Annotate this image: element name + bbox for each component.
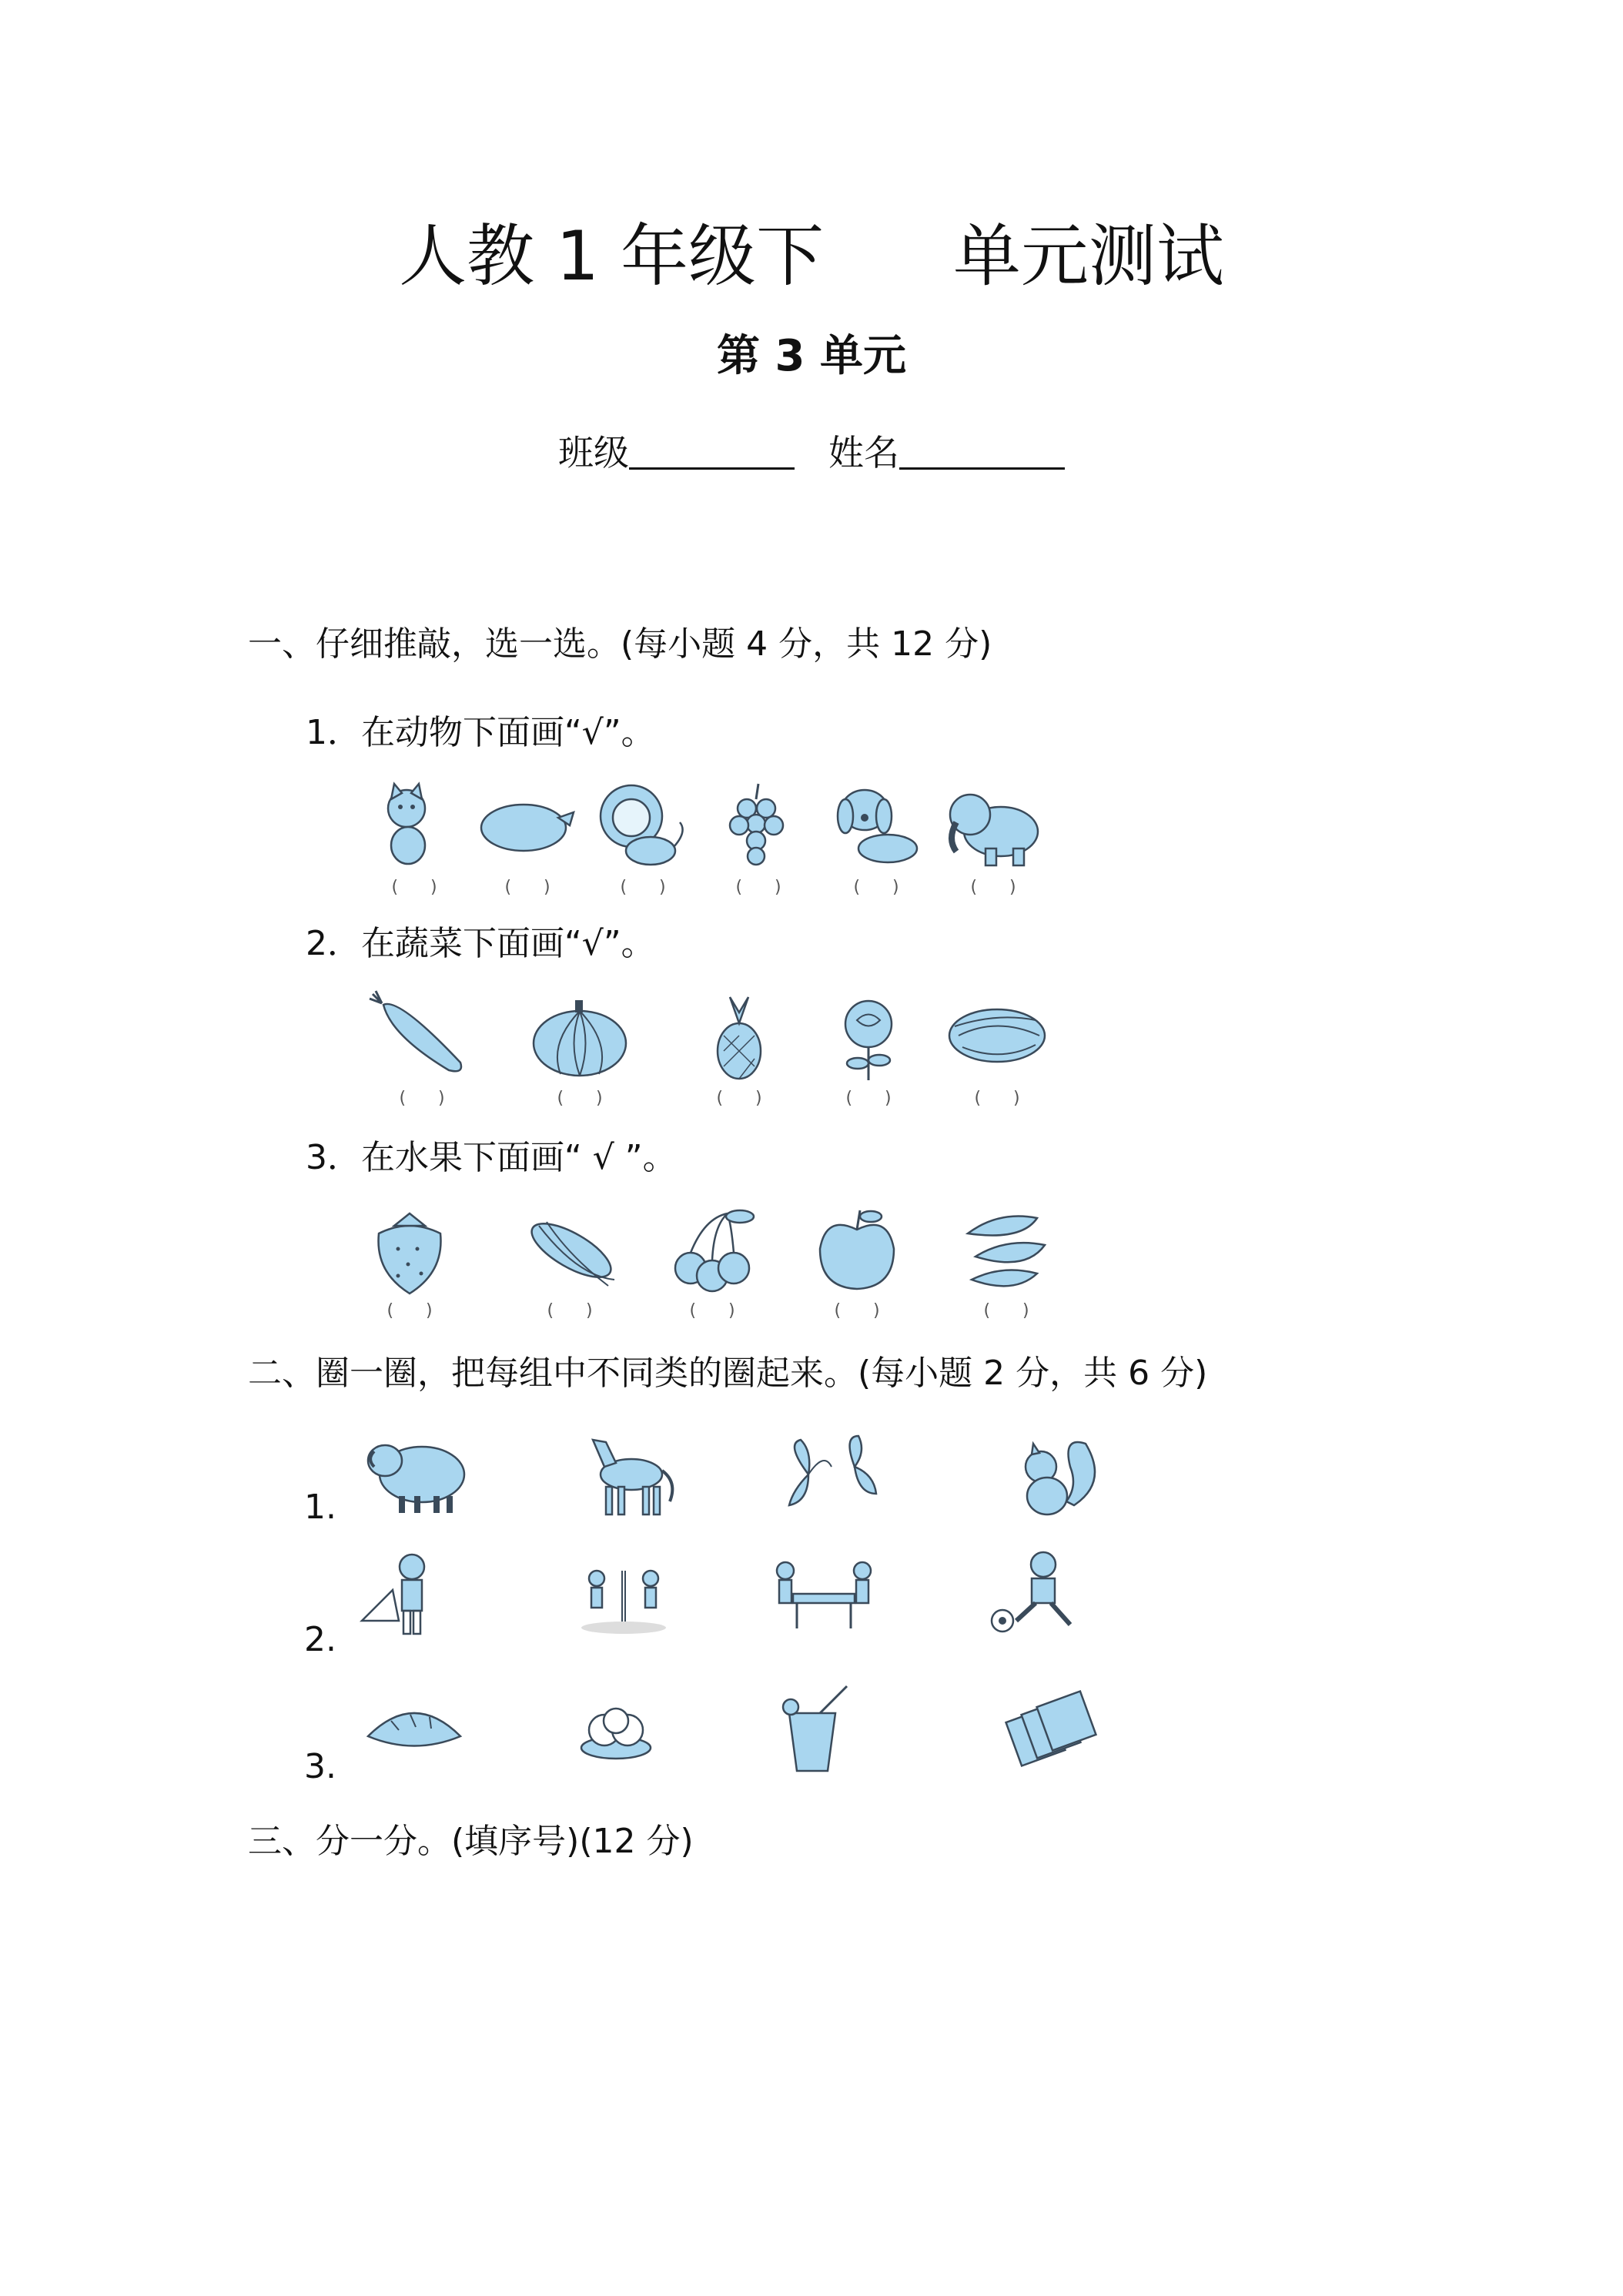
group-number: 2. <box>304 1620 336 1659</box>
apple-icon <box>803 1203 911 1295</box>
unit-subtitle: 第 3 单元 <box>717 331 906 381</box>
answer-paren[interactable]: ( ) <box>689 1301 735 1320</box>
group-number: 3. <box>304 1747 336 1786</box>
table-tennis-icon[interactable] <box>770 1548 878 1640</box>
eggplant-icon <box>474 778 581 870</box>
lion-icon <box>589 778 697 870</box>
carrot-icon <box>368 989 476 1082</box>
name-blank[interactable] <box>899 427 1065 470</box>
section3-heading: 三、分一分。(填序号)(12 分) <box>248 1822 694 1861</box>
sheep-icon[interactable] <box>360 1428 468 1521</box>
answer-paren[interactable]: ( ) <box>853 878 899 897</box>
pumpkin-icon <box>526 989 634 1082</box>
juice-icon[interactable] <box>758 1682 866 1775</box>
group-number: 1. <box>304 1488 336 1527</box>
toast-icon[interactable] <box>997 1682 1105 1775</box>
soccer-boy-icon[interactable] <box>986 1548 1093 1640</box>
cherries-icon <box>658 1203 766 1295</box>
buns-icon[interactable] <box>562 1682 670 1775</box>
grapes-icon <box>704 778 812 870</box>
q2-text: 2．在蔬菜下面画“√”。 <box>306 924 655 963</box>
elephant-icon <box>939 778 1047 870</box>
cat-icon <box>360 778 468 870</box>
answer-paren[interactable]: ( ) <box>716 1089 762 1108</box>
peas-icon <box>952 1203 1060 1295</box>
answer-paren[interactable]: ( ) <box>974 1089 1020 1108</box>
dog-icon <box>822 778 930 870</box>
answer-paren[interactable]: ( ) <box>834 1301 880 1320</box>
answer-paren[interactable]: ( ) <box>620 878 666 897</box>
answer-paren[interactable]: ( ) <box>557 1089 603 1108</box>
rose-icon <box>815 989 922 1082</box>
boy-drawing-icon[interactable] <box>354 1548 462 1640</box>
q3-text: 3．在水果下面画“ √ ”。 <box>306 1138 677 1177</box>
answer-paren[interactable]: ( ) <box>970 878 1016 897</box>
badminton-icon[interactable] <box>570 1548 678 1640</box>
answer-paren[interactable]: ( ) <box>504 878 550 897</box>
answer-paren[interactable]: ( ) <box>735 878 781 897</box>
page-title: 人教 1 年级下 单元测试 <box>399 216 1224 296</box>
butterflies-icon[interactable] <box>778 1428 885 1521</box>
answer-paren[interactable]: ( ) <box>391 878 437 897</box>
cabbage-icon <box>943 989 1051 1082</box>
horse-icon[interactable] <box>574 1428 681 1521</box>
q1-text: 1．在动物下面画“√”。 <box>306 713 655 752</box>
class-blank[interactable] <box>629 427 795 470</box>
section2-heading: 二、圈一圈，把每组中不同类的圈起来。(每小题 2 分，共 6 分) <box>248 1354 1208 1393</box>
answer-paren[interactable]: ( ) <box>547 1301 593 1320</box>
strawberry-icon <box>356 1203 463 1295</box>
answer-paren[interactable]: ( ) <box>845 1089 892 1108</box>
name-label: 姓名 <box>828 432 899 474</box>
answer-paren[interactable]: ( ) <box>983 1301 1029 1320</box>
student-info-line <box>0 426 1623 480</box>
class-label: 班级 <box>558 432 629 474</box>
answer-paren[interactable]: ( ) <box>399 1089 445 1108</box>
corn-icon <box>516 1203 624 1295</box>
pineapple-icon <box>685 989 793 1082</box>
bread-icon[interactable] <box>360 1682 468 1775</box>
squirrel-icon[interactable] <box>1001 1428 1109 1521</box>
answer-paren[interactable]: ( ) <box>387 1301 433 1320</box>
section1-heading: 一、仔细推敲，选一选。(每小题 4 分，共 12 分) <box>248 624 992 664</box>
